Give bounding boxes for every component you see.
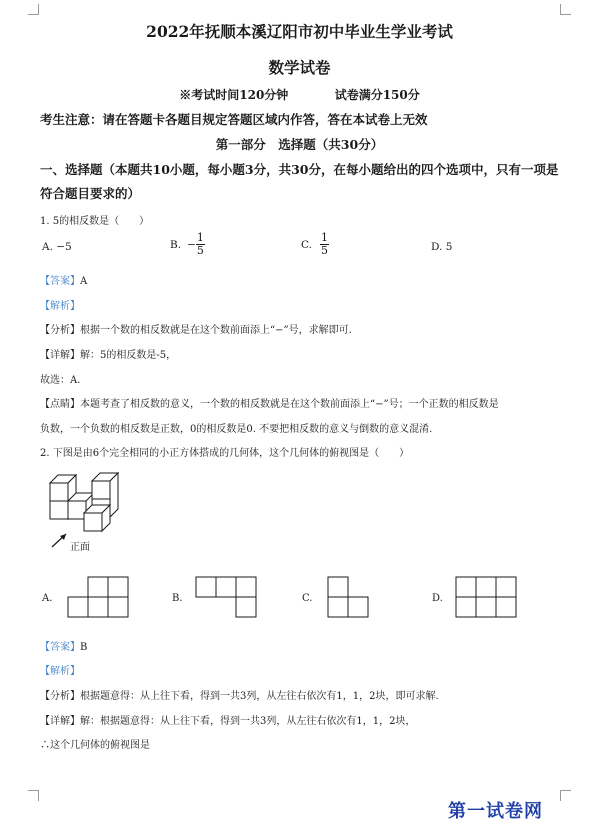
answer-value: A <box>80 276 88 287</box>
q2-fenxi <box>40 687 439 702</box>
dianjing-text-1: 本题考查了相反数的意义，一个数的相反数就是在这个数前面添上“−”号；一个正数的相反数是 <box>80 399 499 410</box>
exam-info-line <box>0 86 599 103</box>
q2-option-a-view <box>68 576 132 620</box>
exam-time: ※考试时间120分钟 <box>179 88 289 102</box>
q2-option-b-view <box>196 576 260 620</box>
answer-tag: 【答案】 <box>40 276 80 287</box>
q1-dianjing-line1 <box>40 395 570 410</box>
fraction-numerator: 1 <box>321 231 328 244</box>
q2-option-c-label: C. <box>302 593 313 604</box>
q1-option-a: A. −5 <box>42 241 72 253</box>
q1-option-c-label: C. <box>301 238 312 251</box>
cube-front-face <box>92 481 110 499</box>
cube-front-face <box>68 501 86 519</box>
cube-side-face <box>110 473 118 517</box>
q2-conclusion: ∴这个几何体的俯视图是 <box>40 740 150 751</box>
q1-option-c <box>301 232 329 257</box>
exam-subtitle: 数学试卷 <box>268 58 331 77</box>
q1-xiangjie <box>40 346 176 361</box>
q2-option-c-view <box>328 576 372 620</box>
exam-title: 2022年抚顺本溪辽阳市初中毕业生学业考试 <box>146 22 453 41</box>
cube-front-face <box>50 483 68 501</box>
cube-front-face <box>84 513 102 531</box>
fenxi-text: 根据一个数的相反数就是在这个数前面添上“−”号，求解即可. <box>80 325 352 336</box>
section-title: 一、选择题（本题共10小题，每小题3分，共30分，在每小题给出的四个选项中，只有一项是符合题目要求的） <box>40 162 559 201</box>
q1-option-b-fraction <box>196 232 205 257</box>
q1-option-d: D. 5 <box>431 241 453 253</box>
q2-option-a-label: A. <box>42 593 53 604</box>
crop-mark-bottom-left <box>28 790 39 801</box>
fenxi-tag: 【分析】 <box>40 691 80 702</box>
exam-notice: 考生注意：请在答题卡各题目规定答题区域内作答，答在本试卷上无效 <box>40 112 428 127</box>
crop-mark-top-right <box>560 4 571 15</box>
q1-fenxi <box>40 321 352 336</box>
q1-stem: 1. 5的相反数是（ ） <box>40 216 150 227</box>
site-watermark: 第一试卷网 <box>448 801 543 822</box>
q1-option-b <box>170 232 205 257</box>
xiangjie-tag: 【详解】 <box>40 716 80 727</box>
dianjing-tag: 【点睛】 <box>40 399 80 410</box>
q1-option-c-fraction <box>320 232 329 257</box>
part-title: 第一部分 选择题（共30分） <box>215 137 384 152</box>
q2-answer <box>40 638 87 653</box>
q1-answer <box>40 272 87 287</box>
crop-mark-top-left <box>28 4 39 15</box>
q2-option-d-view <box>456 576 520 620</box>
q1-option-b-label: B. <box>170 238 182 251</box>
q2-option-b-label: B. <box>172 593 183 604</box>
q2-front-label: 正面 <box>70 542 90 553</box>
q1-dianjing-line2: 负数，一个负数的相反数是正数，0的相反数是0. 不要把相反数的意义与倒数的意义混淆. <box>40 424 433 435</box>
xiangjie-text: 解：5的相反数是-5， <box>80 350 177 361</box>
q2-analysis-tag: 【解析】 <box>40 666 80 677</box>
fenxi-tag: 【分析】 <box>40 325 80 336</box>
q2-option-d-label: D. <box>432 593 443 604</box>
xiangjie-tag: 【详解】 <box>40 350 80 361</box>
xiangjie-text: 解：根据题意得：从上往下看，得到一共3列，从左往右依次有1，1，2块， <box>80 716 416 727</box>
q1-option-b-sign: − <box>187 238 196 251</box>
q1-conclusion: 故选：A. <box>40 375 81 386</box>
full-score: 试卷满分150分 <box>334 88 420 102</box>
fraction-denominator: 5 <box>321 244 328 257</box>
q2-stem: 2. 下图是由6个完全相同的小正方体搭成的几何体，这个几何体的俯视图是（ ） <box>40 448 410 459</box>
q1-analysis-tag: 【解析】 <box>40 301 80 312</box>
fenxi-text: 根据题意得：从上往下看，得到一共3列，从左往右依次有1，1，2块，即可求解. <box>80 691 439 702</box>
answer-value: B <box>80 642 88 653</box>
crop-mark-bottom-right <box>560 790 571 801</box>
cube-front-face <box>50 501 68 519</box>
fraction-denominator: 5 <box>196 244 204 257</box>
fraction-numerator: 1 <box>196 231 204 244</box>
q2-xiangjie <box>40 712 415 727</box>
answer-tag: 【答案】 <box>40 642 80 653</box>
